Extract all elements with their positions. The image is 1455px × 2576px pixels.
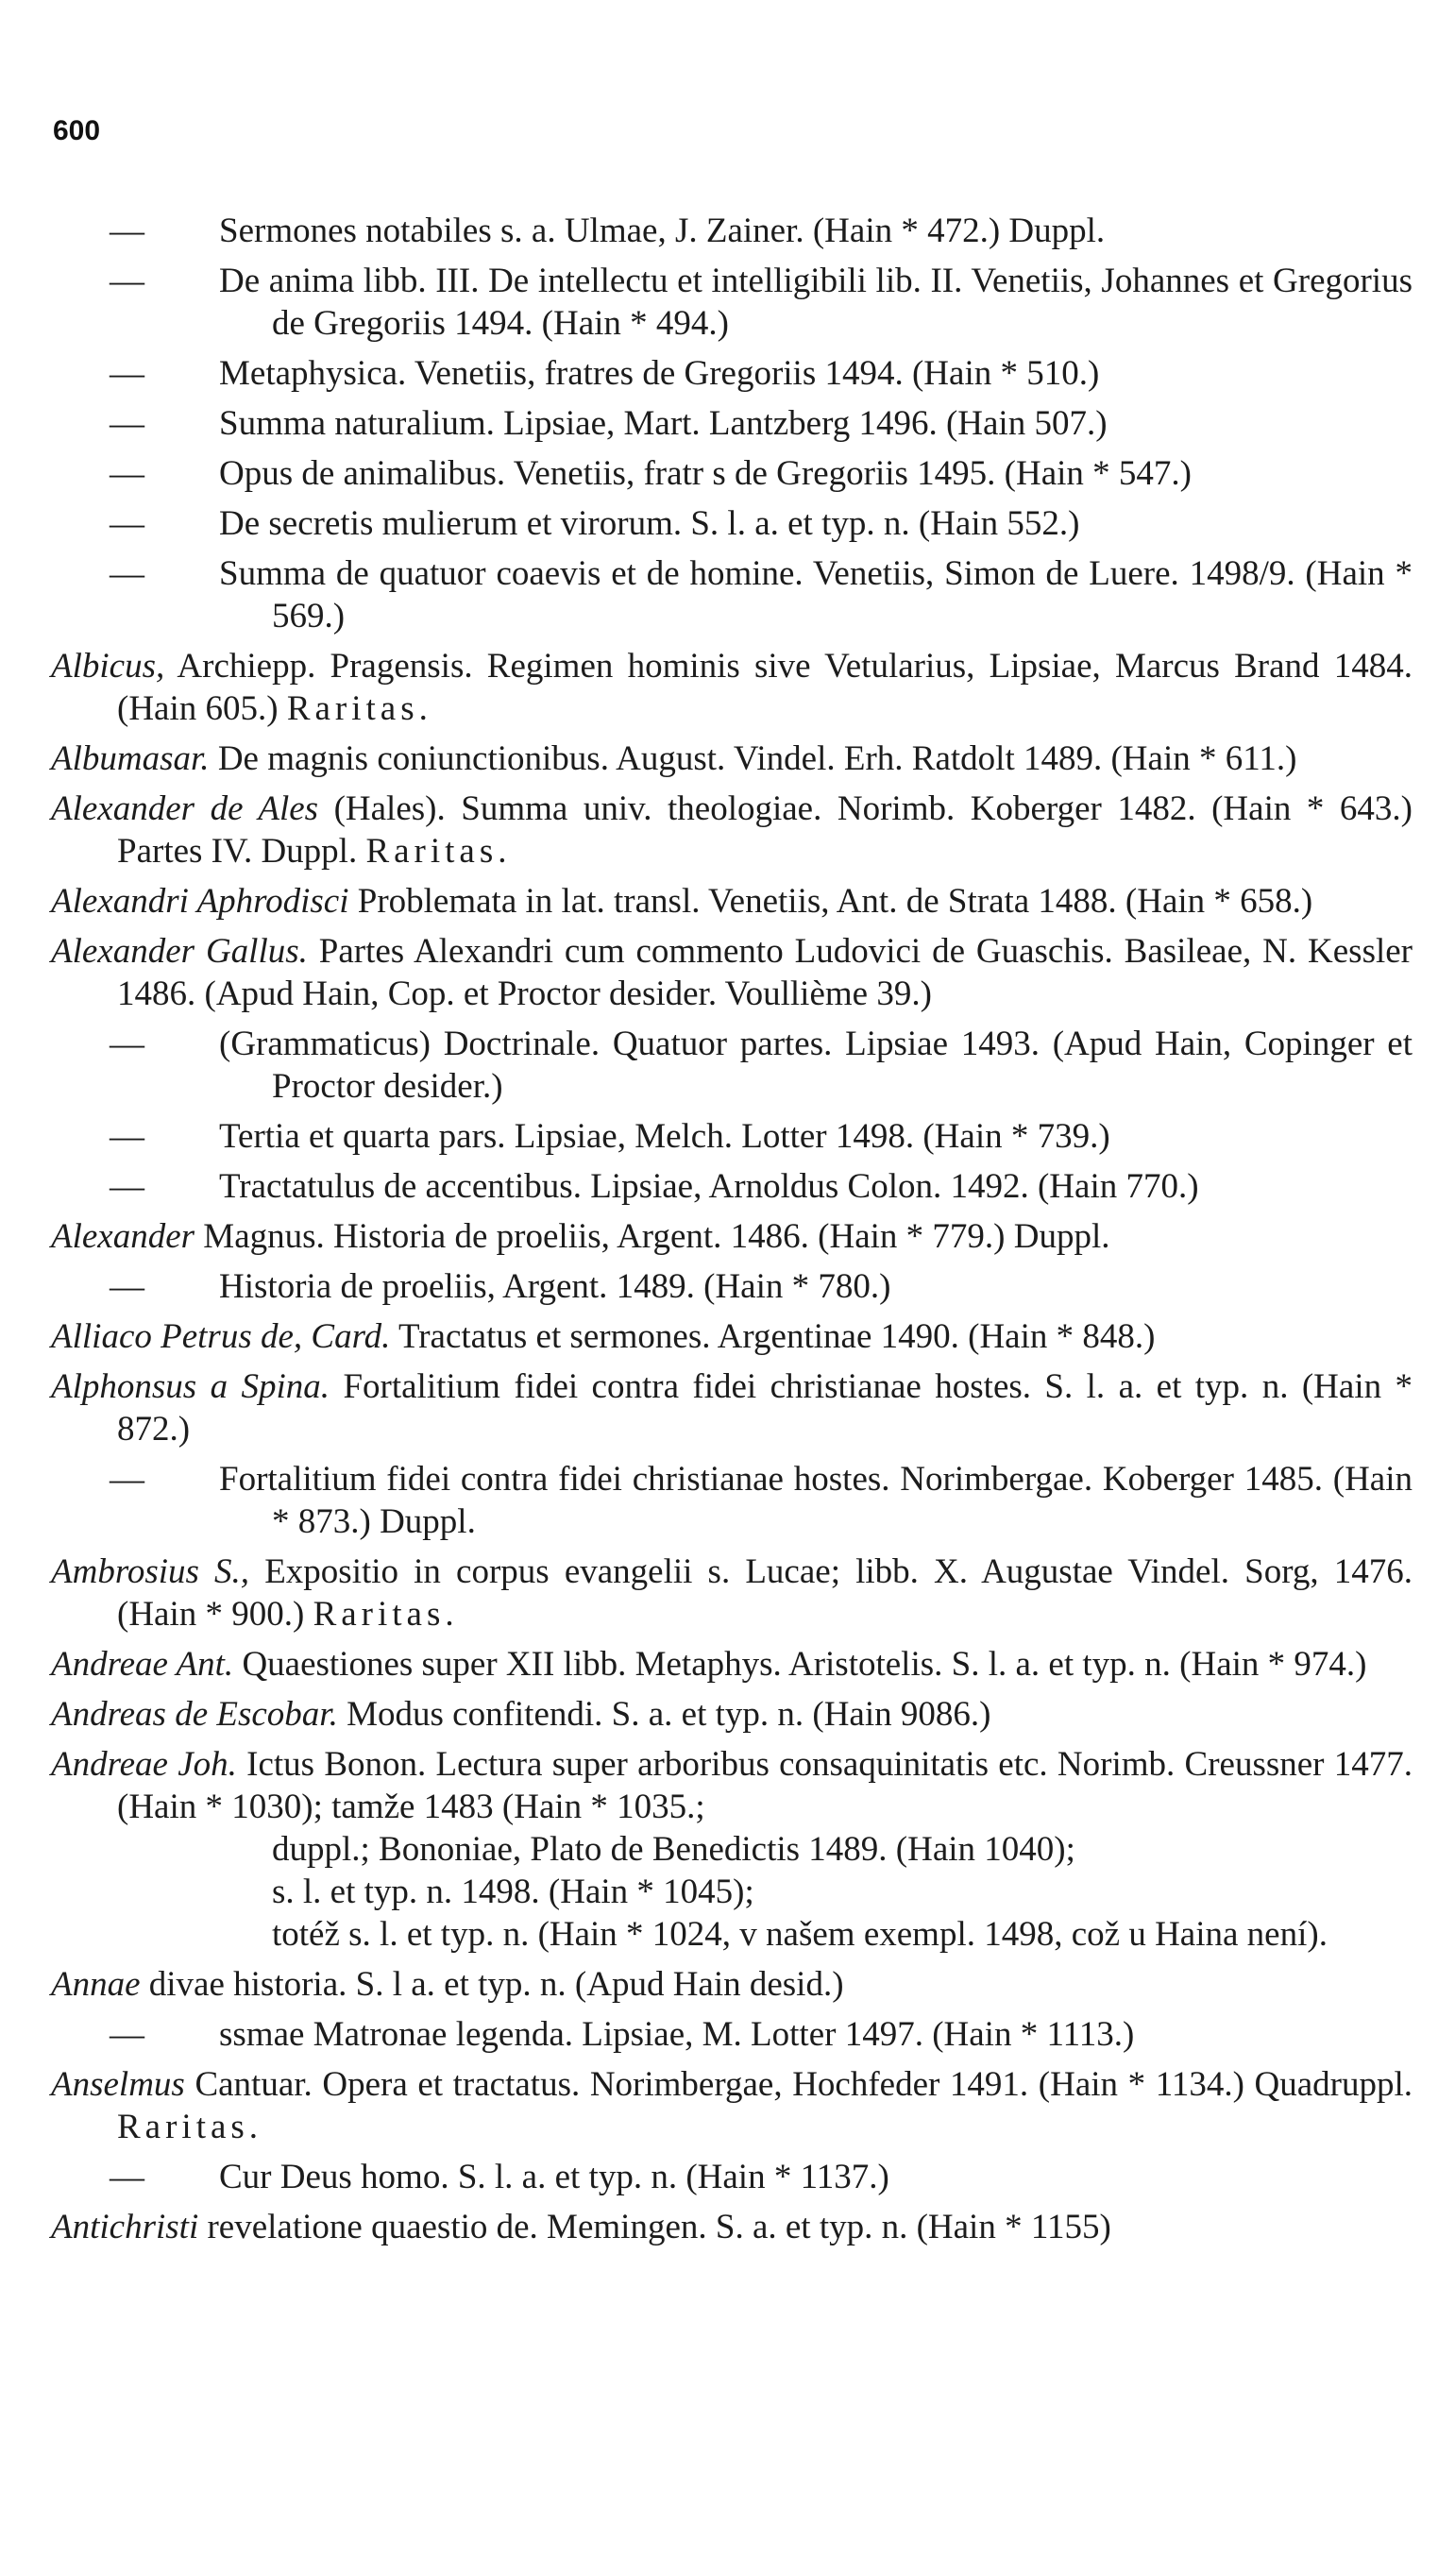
entry-subitem	[51, 402, 1413, 445]
entry-author: Antichristi	[51, 2208, 199, 2246]
entry-text: Tractatus et sermones. Argentinae 1490. (Hain * 848.)	[398, 1317, 1156, 1356]
entry-author: Annae	[51, 1965, 141, 2004]
raritas-mark: Raritas.	[117, 2108, 263, 2146]
entry-text: Historia de proeliis, Argent. 1489. (Hain * 780.)	[219, 1267, 891, 1306]
entry-text: Modus confitendi. S. a. et typ. n. (Hain 9086.)	[347, 1695, 991, 1734]
entry-text: De magnis coniunctionibus. August. Vindel. Erh. Ratdolt 1489. (Hain * 611.)	[217, 739, 1297, 778]
entry-subitem	[51, 1023, 1413, 1108]
entry-heading	[51, 880, 1413, 923]
bibliography-entries	[51, 210, 1413, 2256]
entry-subitem	[51, 260, 1413, 345]
entry-heading	[51, 1743, 1413, 1828]
entry-author: Alexander Gallus.	[51, 932, 308, 971]
entry-subitem	[51, 210, 1413, 252]
raritas-mark: Raritas.	[365, 832, 512, 871]
entry-text: Tractatulus de accentibus. Lipsiae, Arnoldus Colon. 1492. (Hain 770.)	[219, 1167, 1199, 1206]
entry-dash: —	[110, 404, 144, 443]
entry-author: Alexander de Ales	[51, 789, 319, 828]
entry-continuation	[51, 1913, 1413, 1956]
entry-text: duppl.; Bononiae, Plato de Benedictis 1489. (Hain 1040);	[272, 1830, 1075, 1869]
entry-heading	[51, 2206, 1413, 2248]
entry-heading	[51, 1963, 1413, 2006]
entry-heading	[51, 1315, 1413, 1358]
entry-text: Cantuar. Opera et tractatus. Norimbergae, Hochfeder 1491. (Hain * 1134.) Quadruppl.	[195, 2065, 1413, 2104]
entry-author: Andreae Joh.	[51, 1745, 237, 1784]
entry-dash: —	[110, 1117, 144, 1156]
entry-dash: —	[110, 504, 144, 543]
entry-text: divae historia. S. l a. et typ. n. (Apud Hain desid.)	[148, 1965, 844, 2004]
entry-subitem	[51, 352, 1413, 395]
entry-dash: —	[110, 354, 144, 393]
entry-text: Fortalitium fidei contra fidei christianae hostes. S. l. a. et typ. n. (Hain * 872.)	[117, 1367, 1413, 1449]
entry-heading	[51, 1215, 1413, 1258]
entry-dash: —	[110, 1025, 144, 1063]
entry-text: Ictus Bonon. Lectura super arboribus consaquinitatis etc. Norimb. Creussner 1477. (Hain * 1030); tamže 1483 (Hain * 1035.;	[117, 1745, 1413, 1826]
entry-author: Alexander	[51, 1217, 195, 1256]
entry-author: Albicus,	[51, 647, 165, 686]
entry-dash: —	[110, 1460, 144, 1499]
entry-dash: —	[110, 2158, 144, 2196]
raritas-mark: Raritas.	[286, 689, 432, 728]
entry-heading	[51, 737, 1413, 780]
entry-text: (Hales). Summa univ. theologiae. Norimb. Koberger 1482. (Hain * 643.) Partes IV. Duppl.	[117, 789, 1413, 871]
entry-heading	[51, 2063, 1413, 2148]
entry-heading	[51, 1551, 1413, 1635]
entry-subitem	[51, 1165, 1413, 1208]
entry-subitem	[51, 452, 1413, 495]
entry-text: Fortalitium fidei contra fidei christianae hostes. Norimbergae. Koberger 1485. (Hain * 873.) Duppl.	[219, 1460, 1413, 1541]
entry-heading	[51, 1693, 1413, 1736]
entry-text: Expositio in corpus evangelii s. Lucae; libb. X. Augustae Vindel. Sorg, 1476. (Hain * 900.)	[117, 1552, 1413, 1634]
entry-text: Tertia et quarta pars. Lipsiae, Melch. Lotter 1498. (Hain * 739.)	[219, 1117, 1110, 1156]
entry-author: Alphonsus a Spina.	[51, 1367, 330, 1406]
entry-text: revelatione quaestio de. Memingen. S. a. et typ. n. (Hain * 1155)	[207, 2208, 1111, 2246]
entry-text: Problemata in lat. transl. Venetiis, Ant. de Strata 1488. (Hain * 658.)	[357, 882, 1313, 921]
entry-subitem	[51, 502, 1413, 545]
entry-text: Magnus. Historia de proeliis, Argent. 1486. (Hain * 779.) Duppl.	[203, 1217, 1110, 1256]
entry-text: Opus de animalibus. Venetiis, fratr s de Gregoriis 1495. (Hain * 547.)	[219, 454, 1192, 493]
entry-author: Andreae Ant.	[51, 1645, 234, 1684]
entry-subitem	[51, 2156, 1413, 2198]
entry-author: Albumasar.	[51, 739, 210, 778]
entry-text: Summa de quatuor coaevis et de homine. Venetiis, Simon de Luere. 1498/9. (Hain * 569.)	[219, 554, 1413, 636]
entry-subitem	[51, 1458, 1413, 1543]
entry-text: De secretis mulierum et virorum. S. l. a. et typ. n. (Hain 552.)	[219, 504, 1080, 543]
entry-text: Metaphysica. Venetiis, fratres de Gregoriis 1494. (Hain * 510.)	[219, 354, 1100, 393]
raritas-mark: Raritas.	[313, 1595, 459, 1634]
entry-author: Anselmus	[51, 2065, 185, 2104]
entry-subitem	[51, 1115, 1413, 1158]
entry-dash: —	[110, 2015, 144, 2054]
entry-text: Cur Deus homo. S. l. a. et typ. n. (Hain * 1137.)	[219, 2158, 889, 2196]
entry-heading	[51, 930, 1413, 1015]
entry-author: Alexandri Aphrodisci	[51, 882, 349, 921]
entry-continuation	[51, 1871, 1413, 1913]
page-number: 600	[53, 115, 101, 146]
entry-dash: —	[110, 1167, 144, 1206]
entry-heading	[51, 788, 1413, 873]
entry-dash: —	[110, 212, 144, 250]
entry-heading	[51, 1643, 1413, 1686]
entry-text: (Grammaticus) Doctrinale. Quatuor partes. Lipsiae 1493. (Apud Hain, Copinger et Proctor desider.)	[219, 1025, 1413, 1106]
entry-text: De anima libb. III. De intellectu et intelligibili lib. II. Venetiis, Johannes et Gregorius de Gregoriis 1494. (Hain * 494.)	[219, 262, 1413, 343]
entry-text: Archiepp. Pragensis. Regimen hominis sive Vetularius, Lipsiae, Marcus Brand 1484. (Hain 605.)	[117, 647, 1413, 728]
entry-heading	[51, 645, 1413, 730]
entry-dash: —	[110, 262, 144, 300]
entry-dash: —	[110, 454, 144, 493]
entry-text: s. l. et typ. n. 1498. (Hain * 1045);	[272, 1873, 754, 1911]
entry-subitem	[51, 2013, 1413, 2056]
entry-text: Summa naturalium. Lipsiae, Mart. Lantzberg 1496. (Hain 507.)	[219, 404, 1108, 443]
entry-text: totéž s. l. et typ. n. (Hain * 1024, v našem exempl. 1498, což u Haina není).	[272, 1915, 1328, 1954]
entry-subitem	[51, 552, 1413, 637]
entry-continuation	[51, 1828, 1413, 1871]
entry-text: Partes Alexandri cum commento Ludovici de Guaschis. Basileae, N. Kessler 1486. (Apud Hain, Cop. et Proctor desider. Voullième 39.)	[117, 932, 1413, 1013]
entry-subitem	[51, 1265, 1413, 1308]
entry-heading	[51, 1365, 1413, 1450]
entry-author: Andreas de Escobar.	[51, 1695, 338, 1734]
entry-text: Quaestiones super XII libb. Metaphys. Aristotelis. S. l. a. et typ. n. (Hain * 974.)	[242, 1645, 1367, 1684]
entry-text: ssmae Matronae legenda. Lipsiae, M. Lotter 1497. (Hain * 1113.)	[219, 2015, 1135, 2054]
entry-text: Sermones notabiles s. a. Ulmae, J. Zainer. (Hain * 472.) Duppl.	[219, 212, 1106, 250]
entry-author: Ambrosius S.,	[51, 1552, 250, 1591]
entry-author: Alliaco Petrus de, Card.	[51, 1317, 391, 1356]
entry-dash: —	[110, 1267, 144, 1306]
entry-dash: —	[110, 554, 144, 593]
